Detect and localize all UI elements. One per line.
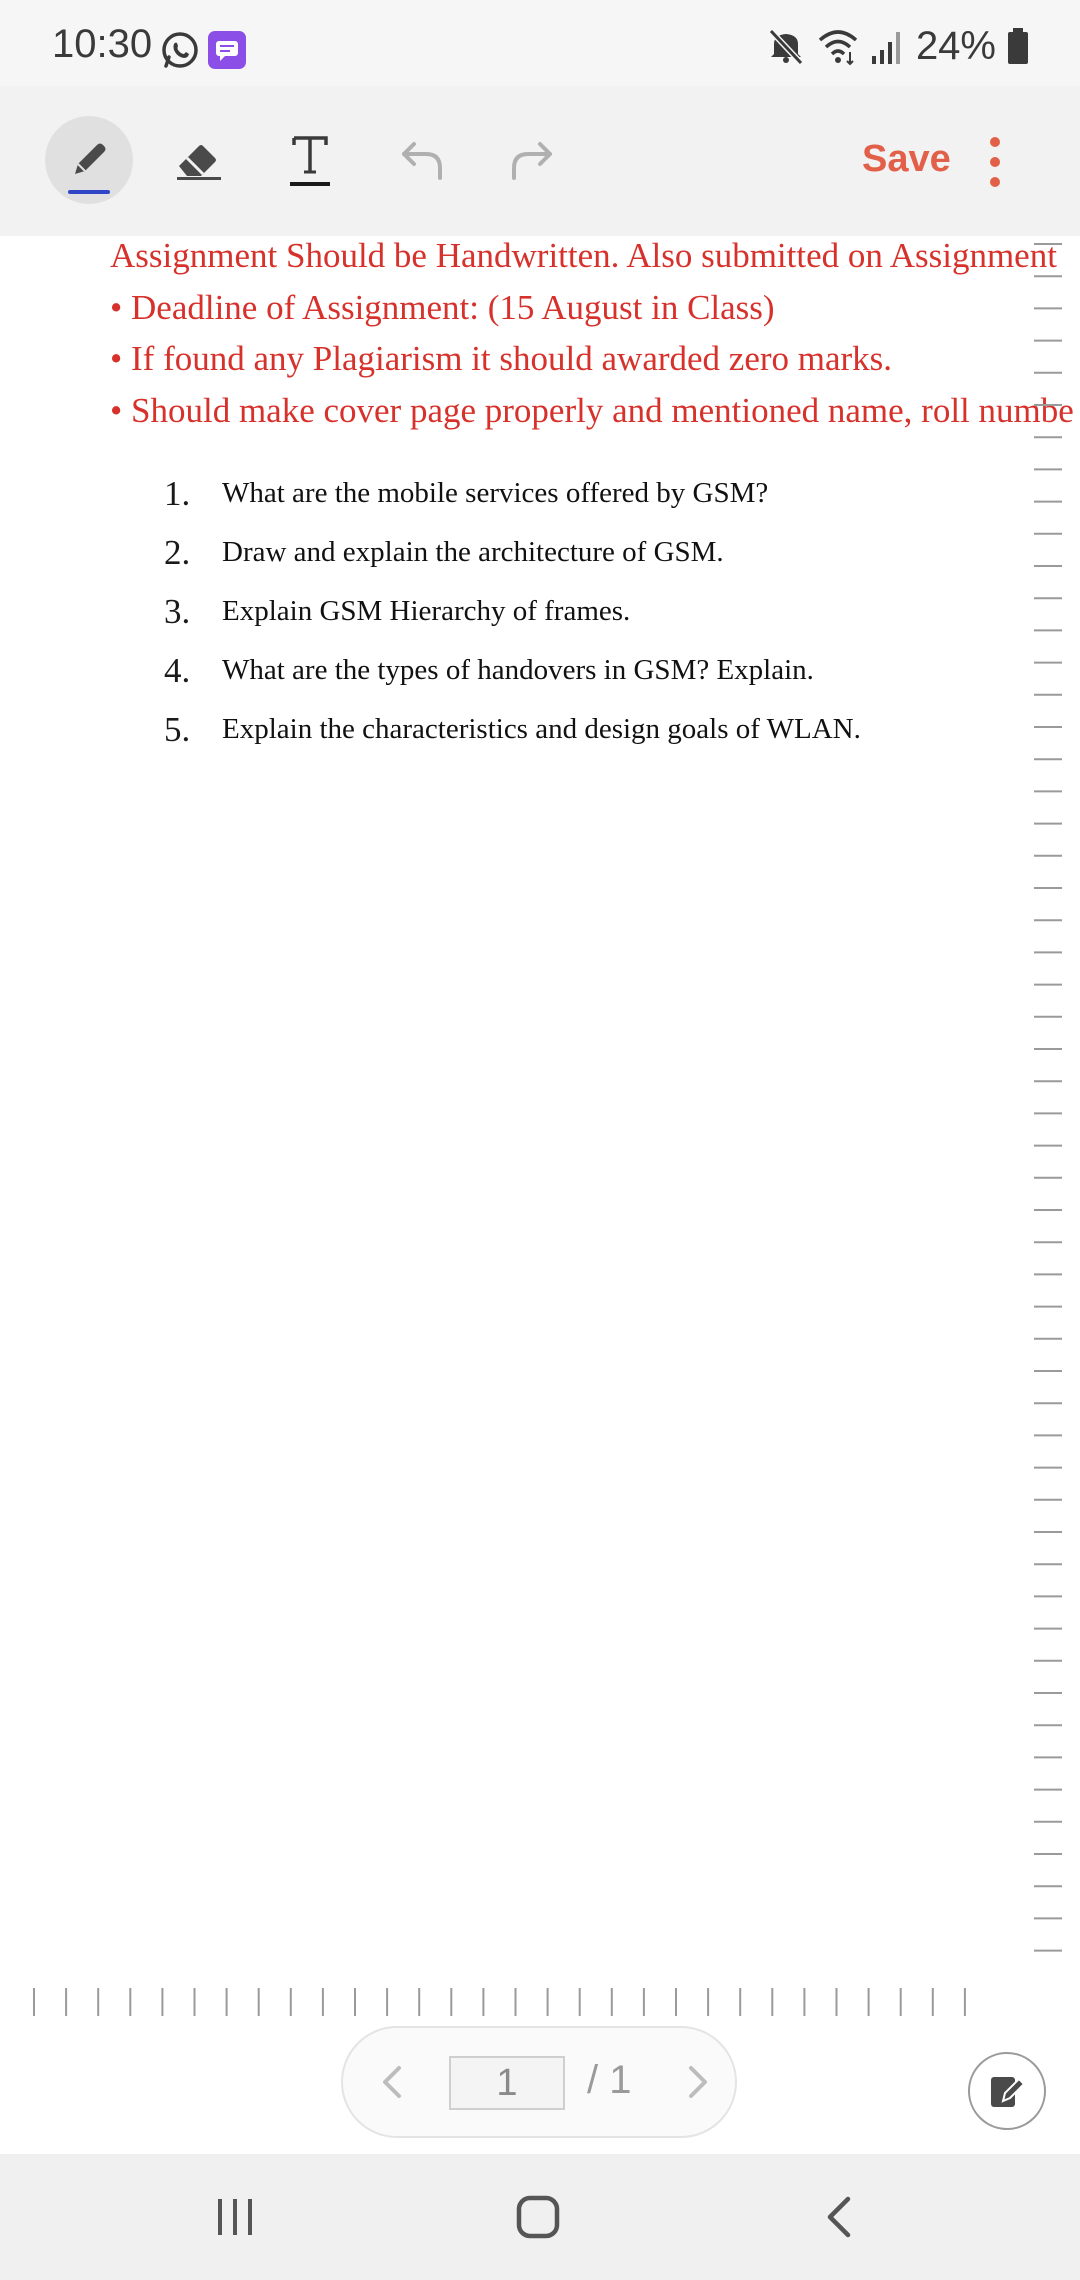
system-navigation-bar (0, 2154, 1080, 2280)
pen-color-indicator (68, 190, 110, 194)
edit-document-button[interactable] (968, 2052, 1046, 2130)
text-tool-button[interactable] (266, 116, 354, 204)
battery-percentage: 24% (915, 23, 996, 68)
text-icon (286, 132, 334, 188)
question-list (164, 464, 861, 759)
question-number: 3. (164, 591, 191, 631)
redo-button[interactable] (488, 116, 576, 204)
mute-icon (766, 26, 806, 66)
instruction-line: Assignment Should be Handwritten. Also submitted on Assignment (110, 236, 1057, 275)
undo-button[interactable] (378, 116, 466, 204)
question-text: Explain GSM Hierarchy of frames. (222, 595, 631, 627)
battery-icon (1006, 26, 1030, 66)
redo-icon (508, 136, 556, 184)
page-number-input[interactable]: 1 (449, 2056, 565, 2110)
home-icon (514, 2193, 562, 2241)
question-text: Draw and explain the architecture of GSM. (222, 536, 724, 568)
eraser-tool-button[interactable] (155, 116, 243, 204)
recents-icon (213, 2195, 257, 2239)
next-page-icon[interactable] (677, 2062, 717, 2102)
vertical-scroll-ruler[interactable] (1032, 236, 1064, 1976)
back-icon (820, 2193, 860, 2241)
question-item (164, 582, 861, 641)
more-options-icon[interactable] (975, 136, 1015, 188)
back-button[interactable] (810, 2189, 870, 2245)
home-button[interactable] (508, 2189, 568, 2245)
instruction-line: • Deadline of Assignment: (15 August in Class) (110, 288, 775, 327)
whatsapp-icon (160, 30, 200, 70)
wifi-icon (816, 26, 860, 66)
question-number: 4. (164, 650, 191, 690)
save-button[interactable]: Save (862, 138, 951, 180)
pen-icon (67, 138, 111, 182)
previous-page-icon[interactable] (373, 2062, 413, 2102)
page-total: / 1 (587, 2058, 632, 2102)
recents-button[interactable] (205, 2189, 265, 2245)
question-item (164, 700, 861, 759)
status-bar (0, 0, 1080, 86)
question-text: What are the types of handovers in GSM? Explain. (222, 654, 814, 686)
drawing-toolbar (0, 86, 1080, 236)
question-number: 5. (164, 709, 191, 749)
edit-document-icon (987, 2071, 1027, 2111)
eraser-icon (173, 138, 225, 182)
document-canvas[interactable] (0, 236, 1080, 1976)
status-right-group (766, 22, 1030, 70)
instruction-line: • If found any Plagiarism it should awarded zero marks. (110, 339, 893, 378)
question-item (164, 523, 861, 582)
question-text: What are the mobile services offered by GSM? (222, 477, 769, 509)
pen-tool-button[interactable] (45, 116, 133, 204)
question-text: Explain the characteristics and design goals of WLAN. (222, 713, 861, 745)
question-item (164, 641, 861, 700)
page-navigator (341, 2026, 737, 2138)
status-time: 10:30 (52, 22, 153, 66)
question-number: 1. (164, 473, 191, 513)
question-number: 2. (164, 532, 191, 572)
instruction-line: • Should make cover page properly and mentioned name, roll numbe (110, 391, 1074, 430)
horizontal-scroll-ruler[interactable] (24, 1984, 974, 2020)
question-item (164, 464, 861, 523)
chat-notification-icon (208, 31, 246, 69)
signal-icon (870, 26, 906, 66)
undo-icon (398, 136, 446, 184)
